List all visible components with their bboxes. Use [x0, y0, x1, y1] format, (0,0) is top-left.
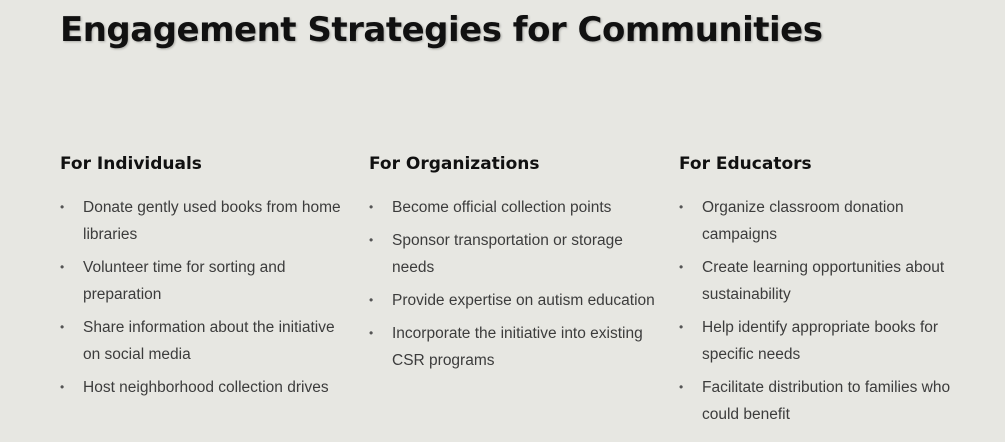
column-organizations	[369, 154, 659, 380]
bullet-icon: •	[369, 326, 374, 340]
list-item	[369, 320, 659, 374]
list-item	[679, 194, 969, 248]
list-item-text: Help identify appropriate books for specific needs	[702, 319, 939, 363]
list-item-text: Host neighborhood collection drives	[83, 379, 329, 396]
bullet-list	[369, 194, 659, 374]
column-educators	[679, 154, 969, 434]
list-item-text: Organize classroom donation campaigns	[702, 199, 904, 243]
bullet-icon: •	[369, 293, 374, 307]
bullet-icon: •	[679, 320, 684, 334]
list-item	[60, 374, 350, 401]
slide-title: Engagement Strategies for Communities	[60, 10, 823, 50]
list-item-text: Provide expertise on autism education	[392, 292, 655, 309]
bullet-icon: •	[679, 380, 684, 394]
list-item	[60, 314, 350, 368]
list-item-text: Become official collection points	[392, 199, 612, 216]
bullet-icon: •	[369, 233, 374, 247]
list-item	[369, 227, 659, 281]
list-item	[679, 254, 969, 308]
bullet-icon: •	[679, 260, 684, 274]
column-heading: For Individuals	[60, 154, 202, 174]
list-item-text: Donate gently used books from home libraries	[83, 199, 341, 243]
bullet-list	[60, 194, 350, 401]
list-item-text: Volunteer time for sorting and preparation	[83, 259, 286, 303]
bullet-icon: •	[60, 320, 65, 334]
bullet-icon: •	[60, 380, 65, 394]
list-item	[679, 374, 969, 428]
bullet-icon: •	[679, 200, 684, 214]
column-individuals	[60, 154, 350, 407]
bullet-list	[679, 194, 969, 428]
list-item-text: Facilitate distribution to families who could benefit	[702, 379, 951, 423]
column-heading: For Educators	[679, 154, 812, 174]
list-item	[369, 194, 659, 221]
bullet-icon: •	[60, 260, 65, 274]
list-item-text: Sponsor transportation or storage needs	[392, 232, 623, 276]
list-item	[369, 287, 659, 314]
list-item	[679, 314, 969, 368]
bullet-icon: •	[369, 200, 374, 214]
list-item	[60, 194, 350, 248]
column-heading: For Organizations	[369, 154, 540, 174]
list-item-text: Incorporate the initiative into existing CSR programs	[392, 325, 643, 369]
list-item	[60, 254, 350, 308]
bullet-icon: •	[60, 200, 65, 214]
list-item-text: Share information about the initiative on social media	[83, 319, 335, 363]
list-item-text: Create learning opportunities about sustainability	[702, 259, 945, 303]
